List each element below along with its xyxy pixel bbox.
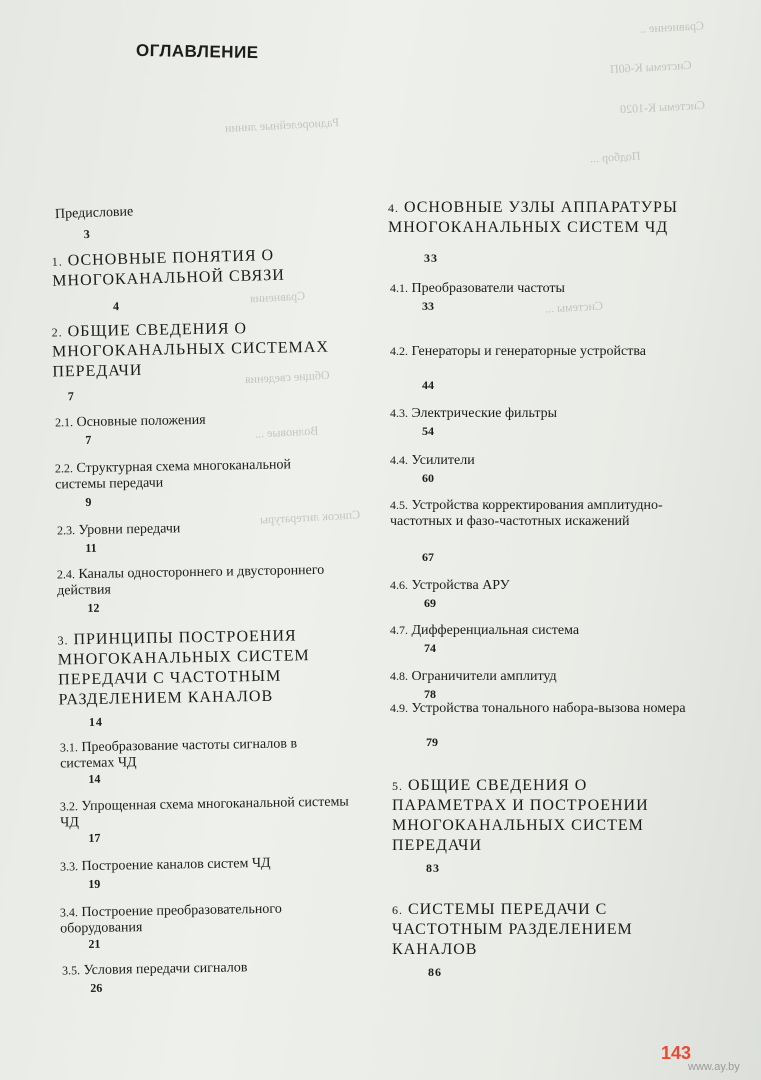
toc-entry-title: Устройства АРУ xyxy=(411,578,510,593)
toc-entry-page: 54 xyxy=(422,424,434,438)
bleed-text: Общие сведения xyxy=(244,367,330,387)
toc-section xyxy=(56,562,340,615)
toc-section xyxy=(59,853,350,892)
toc-entry-title: Генераторы и генераторные устройства xyxy=(411,344,646,359)
toc-section xyxy=(59,734,349,787)
toc-entry-title: Электрические фильтры xyxy=(411,406,558,421)
toc-entry-title: Построение преобразовательного оборудования xyxy=(60,901,282,937)
toc-section xyxy=(61,957,352,996)
toc-entry-page: 17 xyxy=(88,830,101,846)
toc-entry-page: 12 xyxy=(87,600,100,615)
toc-entry-number: 2.4. xyxy=(56,567,75,582)
toc-section xyxy=(390,452,680,485)
watermark: www.ay.by xyxy=(688,1061,740,1073)
toc-entry-title: ОСНОВНЫЕ УЗЛЫ АППАРАТУРЫ МНОГОКАНАЛЬНЫХ СИСТЕМ ЧД xyxy=(388,199,678,236)
toc-entry-page: 86 xyxy=(428,965,442,979)
toc-chapter xyxy=(392,900,690,979)
toc-entry-number: 4.4. xyxy=(390,453,408,467)
toc-entry-number: 3.4. xyxy=(59,905,78,920)
toc-entry-page: 21 xyxy=(88,936,101,952)
toc-entry-title: Дифференциальная система xyxy=(411,623,580,638)
toc-entry-page: 9 xyxy=(85,494,92,509)
toc-entry-number: 2.2. xyxy=(54,461,73,476)
toc-entry-title: Каналы одностороннего и двустороннего действия xyxy=(57,562,325,599)
toc-entry-title: СИСТЕМЫ ПЕРЕДАЧИ С ЧАСТОТНЫМ РАЗДЕЛЕНИЕМ КАНАЛОВ xyxy=(392,901,633,958)
toc-chapter xyxy=(57,625,348,729)
page-title: ОГЛАВЛЕНИЕ xyxy=(135,40,259,63)
toc-entry-page: 14 xyxy=(88,714,104,729)
toc-entry-page: 26 xyxy=(90,980,103,996)
toc-entry-title: ОСНОВНЫЕ ПОНЯТИЯ О МНОГОКАНАЛЬНОЙ СВЯЗИ xyxy=(52,246,286,290)
toc-entry-page: 7 xyxy=(67,389,75,404)
bleed-text: Волновые ... xyxy=(254,423,319,441)
toc-entry-number: 4.9. xyxy=(390,701,408,715)
toc-section xyxy=(390,668,680,701)
toc-section xyxy=(59,899,349,952)
toc-section xyxy=(390,622,680,655)
toc-entry-page: 33 xyxy=(422,299,434,313)
toc-entry-number: 2. xyxy=(51,325,63,340)
toc-entry-page: 4 xyxy=(112,299,121,314)
toc-entry-number: 4.6. xyxy=(390,578,408,592)
bleed-text: Сравнения xyxy=(249,288,306,306)
toc-entry-page: 14 xyxy=(88,771,101,787)
toc-section xyxy=(56,518,337,555)
bleed-text: Системы К-1020 xyxy=(619,97,706,117)
toc-entry-number: 5. xyxy=(392,779,403,793)
toc-entry-number: 4. xyxy=(388,201,399,215)
toc-entry-number: 4.8. xyxy=(390,669,408,683)
toc-entry-number: 3.5. xyxy=(61,963,81,978)
toc-entry-page: 60 xyxy=(422,471,434,485)
toc-entry-number: 6. xyxy=(392,903,403,917)
toc-entry-title: Устройства корректирования амплитудно-частотных и фазо-частотных искажений xyxy=(390,498,663,529)
toc-entry-page: 79 xyxy=(426,735,438,749)
toc-entry-page: 33 xyxy=(424,251,438,265)
toc-chapter xyxy=(392,776,692,875)
toc-entry-title: Предисловие xyxy=(54,204,134,223)
toc-entry-page: 3 xyxy=(83,226,90,242)
toc-entry-page: 11 xyxy=(85,540,97,555)
bleed-text: Список литературы xyxy=(259,507,361,527)
toc-entry-title: Устройства тонального набора-вызова номера xyxy=(411,701,686,716)
toc-entry-title: ОБЩИЕ СВЕДЕНИЯ О ПАРАМЕТРАХ И ПОСТРОЕНИИ МНОГОКАНАЛЬНЫХ СИСТЕМ ПЕРЕДАЧИ xyxy=(392,777,649,854)
toc-entry-number: 1. xyxy=(51,254,63,269)
toc-entry-page: 69 xyxy=(424,596,436,610)
toc-entry xyxy=(54,203,175,242)
toc-entry-page: 19 xyxy=(88,876,101,892)
toc-entry-page: 74 xyxy=(424,641,436,655)
bleed-text: Сравнение .. xyxy=(639,18,705,36)
toc-section xyxy=(390,343,688,392)
toc-entry-title: Основные положения xyxy=(76,412,206,431)
toc-section xyxy=(54,456,342,509)
toc-entry-title: ОБЩИЕ СВЕДЕНИЯ О МНОГОКАНАЛЬНЫХ СИСТЕМАХ ПЕРЕДАЧИ xyxy=(51,320,330,381)
toc-entry-title: Упрощенная схема многоканальной системы ЧД xyxy=(60,794,349,831)
toc-entry-page: 7 xyxy=(85,432,92,447)
toc-entry-number: 4.5. xyxy=(390,498,408,512)
bleed-text: Системы ... xyxy=(544,298,604,316)
toc-entry-number: 3.2. xyxy=(59,799,78,814)
toc-chapter xyxy=(51,317,340,404)
toc-entry-number: 3. xyxy=(57,633,69,648)
toc-entry-number: 4.2. xyxy=(390,344,408,358)
toc-section xyxy=(390,405,680,438)
toc-section xyxy=(390,700,688,749)
toc-section xyxy=(390,577,680,610)
toc-entry-number: 2.1. xyxy=(54,415,74,430)
bleed-text: Радиорелейные линии xyxy=(224,115,340,135)
toc-entry-title: Преобразователи частоты xyxy=(411,281,565,296)
toc-entry-number: 4.3. xyxy=(390,406,408,420)
toc-section xyxy=(59,793,351,846)
toc-entry-number: 2.3. xyxy=(56,523,76,538)
toc-entry-number: 4.1. xyxy=(390,281,408,295)
toc-entry-number: 4.7. xyxy=(390,623,408,637)
bleed-text: Подбор ... xyxy=(589,148,641,166)
toc-entry-title: Уровни передачи xyxy=(78,521,181,539)
toc-section xyxy=(390,497,688,564)
toc-entry-title: Построение каналов систем ЧД xyxy=(81,855,271,875)
toc-entry-title: Преобразование частоты сигналов в системах ЧД xyxy=(60,736,298,772)
toc-entry-number: 3.1. xyxy=(59,740,78,755)
toc-entry-number: 3.3. xyxy=(59,859,79,874)
toc-entry-page: 78 xyxy=(424,687,436,701)
toc-entry-page: 83 xyxy=(426,861,440,875)
toc-entry-title: Условия передачи сигналов xyxy=(83,960,248,979)
toc-entry-title: Усилители xyxy=(411,453,475,468)
toc-entry-title: Ограничители амплитуд xyxy=(411,669,557,684)
toc-entry-page: 44 xyxy=(422,378,434,392)
page-number: 143 xyxy=(661,1043,692,1063)
toc-entry-title: Структурная схема многоканальной системы передачи xyxy=(55,457,292,493)
toc-entry-page: 67 xyxy=(422,550,434,564)
bleed-text: Системы К-60П xyxy=(609,57,692,77)
toc-entry-title: ПРИНЦИПЫ ПОСТРОЕНИЯ МНОГОКАНАЛЬНЫХ СИСТЕМ ПЕРЕДАЧИ С ЧАСТОТНЫМ РАЗДЕЛЕНИЕМ КАНАЛОВ xyxy=(57,627,310,709)
toc-chapter xyxy=(388,198,686,265)
